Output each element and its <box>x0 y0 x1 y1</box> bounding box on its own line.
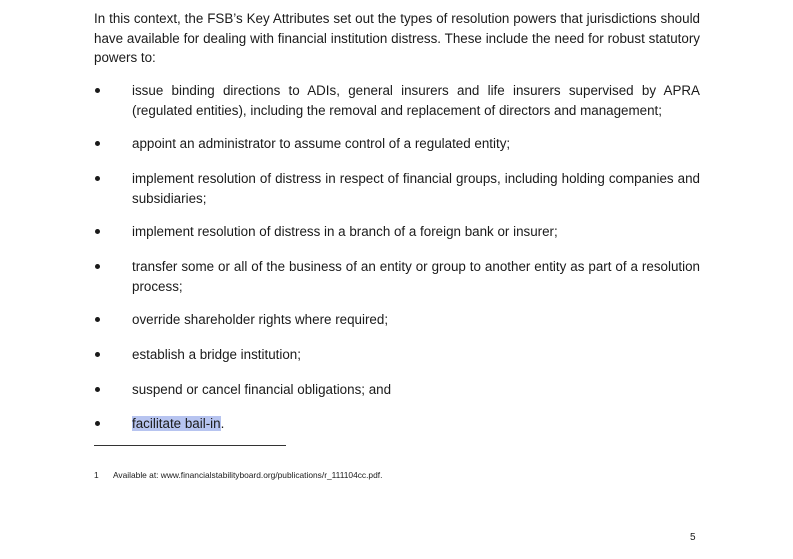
bullet-icon <box>95 317 100 322</box>
page-number: 5 <box>690 532 696 543</box>
list-item-text: establish a bridge institution; <box>132 347 301 362</box>
intro-paragraph: In this context, the FSB’s Key Attributes set out the types of resolution powers that jurisdictions should have available for dealing with financial institution distress. These include the need for robust statutory powers to: <box>94 11 700 66</box>
bullet-icon <box>95 421 100 426</box>
bullet-icon <box>95 229 100 234</box>
list-item-text: override shareholder rights where required; <box>132 312 389 327</box>
bullet-icon <box>95 352 100 357</box>
list-item-suffix: . <box>220 416 225 431</box>
bullet-icon <box>95 88 100 93</box>
footnote-text: Available at: www.financialstabilityboard.org/publications/r_111104cc.pdf. <box>113 470 383 480</box>
bullet-icon <box>95 264 100 269</box>
footnote-separator <box>94 445 286 446</box>
list-item-text: implement resolution of distress in a branch of a foreign bank or insurer; <box>132 224 558 239</box>
footnote <box>94 469 694 481</box>
list-item-text: appoint an administrator to assume control of a regulated entity; <box>132 136 511 151</box>
bullet-icon <box>95 176 100 181</box>
bullet-icon <box>95 387 100 392</box>
bullet-icon <box>95 141 100 146</box>
list-item-text: suspend or cancel financial obligations; and <box>132 382 392 397</box>
list-item-text: transfer some or all of the business of an entity or group to another entity as part of a resolution process; <box>132 259 700 294</box>
list-item-text: issue binding directions to ADIs, general insurers and life insurers supervised by APRA (regulated entities), including the removal and replacement of directors and management; <box>132 83 700 118</box>
list-item-text <box>132 414 700 434</box>
list-item-text: implement resolution of distress in respect of financial groups, including holding companies and subsidiaries; <box>132 171 700 206</box>
selected-text-highlight[interactable]: facilitate bail-in <box>132 416 221 431</box>
footnote-number: 1 <box>94 470 99 480</box>
